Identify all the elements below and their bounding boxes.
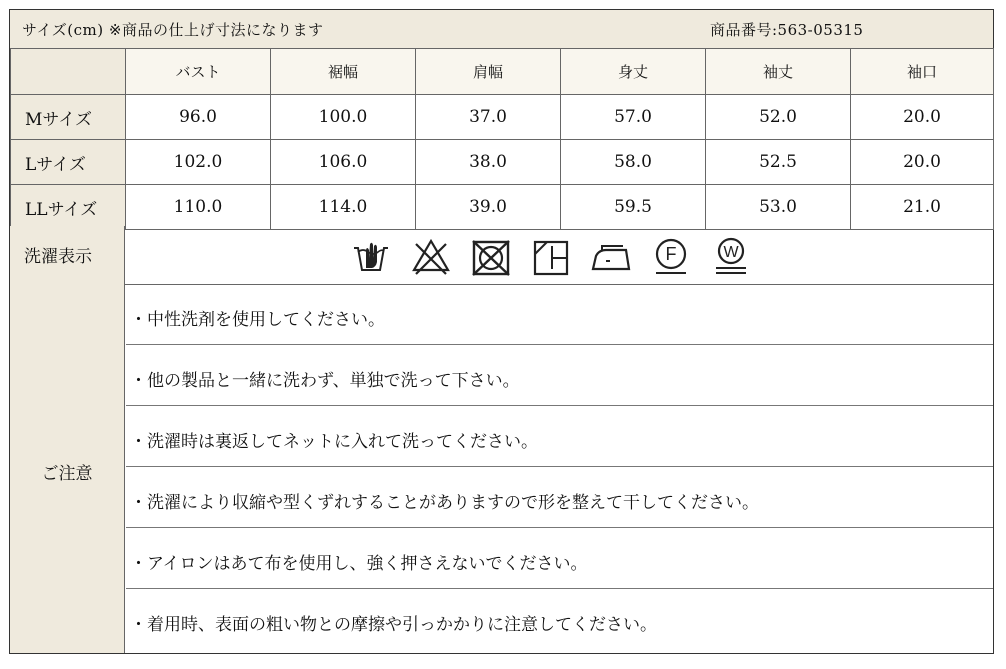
row-label: Mサイズ <box>11 95 126 140</box>
chart-header <box>10 10 993 49</box>
hand-wash-icon <box>350 236 392 278</box>
notes-label-text: ご注意 <box>41 464 93 484</box>
product-number: 商品番号:563-05315 <box>710 21 864 39</box>
notes-section <box>10 284 993 653</box>
column-header: バスト <box>126 49 271 95</box>
table-cell: 52.0 <box>706 95 851 140</box>
table-cell: 58.0 <box>561 140 706 185</box>
table-cell: 106.0 <box>271 140 416 185</box>
note-item: ・着用時、表面の粗い物との摩擦や引っかかりに注意してください。 <box>130 615 657 635</box>
table-corner-cell <box>11 49 126 95</box>
table-cell: 37.0 <box>416 95 561 140</box>
line-dry-shade-icon <box>530 236 572 278</box>
dry-clean-f-icon <box>650 236 692 278</box>
size-table <box>10 48 994 230</box>
table-cell: 114.0 <box>271 185 416 230</box>
table-cell: 39.0 <box>416 185 561 230</box>
no-tumble-dry-icon <box>470 236 512 278</box>
table-cell: 20.0 <box>851 95 994 140</box>
care-label: 洗濯表示 <box>10 226 125 284</box>
header-title: サイズ(cm) ※商品の仕上げ寸法になります <box>22 21 324 39</box>
notes-label <box>10 284 125 653</box>
table-row <box>11 185 994 230</box>
table-cell: 110.0 <box>126 185 271 230</box>
table-cell: 96.0 <box>126 95 271 140</box>
table-cell: 52.5 <box>706 140 851 185</box>
column-header: 裾幅 <box>271 49 416 95</box>
iron-low-icon <box>590 236 632 278</box>
note-item: ・他の製品と一緒に洗わず、単独で洗って下さい。 <box>126 345 993 406</box>
note-item: ・洗濯により収縮や型くずれすることがありますので形を整えて干してください。 <box>126 467 993 528</box>
column-header: 袖口 <box>851 49 994 95</box>
row-label: LLサイズ <box>11 185 126 230</box>
table-cell: 57.0 <box>561 95 706 140</box>
table-row <box>11 140 994 185</box>
column-header: 肩幅 <box>416 49 561 95</box>
table-cell: 20.0 <box>851 140 994 185</box>
w-letter: W <box>723 244 739 261</box>
table-cell: 53.0 <box>706 185 851 230</box>
note-item: ・中性洗剤を使用してください。 <box>126 284 993 345</box>
note-item: ・アイロンはあて布を使用し、強く押さえないでください。 <box>126 528 993 589</box>
column-header: 袖丈 <box>706 49 851 95</box>
table-row <box>11 95 994 140</box>
f-letter: F <box>665 244 677 264</box>
care-symbols-row <box>10 226 993 285</box>
table-cell: 100.0 <box>271 95 416 140</box>
table-header-row <box>11 49 994 95</box>
table-cell: 102.0 <box>126 140 271 185</box>
size-chart <box>9 9 994 654</box>
no-bleach-icon <box>410 236 452 278</box>
column-header: 身丈 <box>561 49 706 95</box>
table-cell: 21.0 <box>851 185 994 230</box>
note-item: ・洗濯時は裏返してネットに入れて洗ってください。 <box>126 406 993 467</box>
table-cell: 38.0 <box>416 140 561 185</box>
table-cell: 59.5 <box>561 185 706 230</box>
care-icons <box>350 236 752 280</box>
wet-clean-w-icon <box>710 236 752 278</box>
row-label: Lサイズ <box>11 140 126 185</box>
